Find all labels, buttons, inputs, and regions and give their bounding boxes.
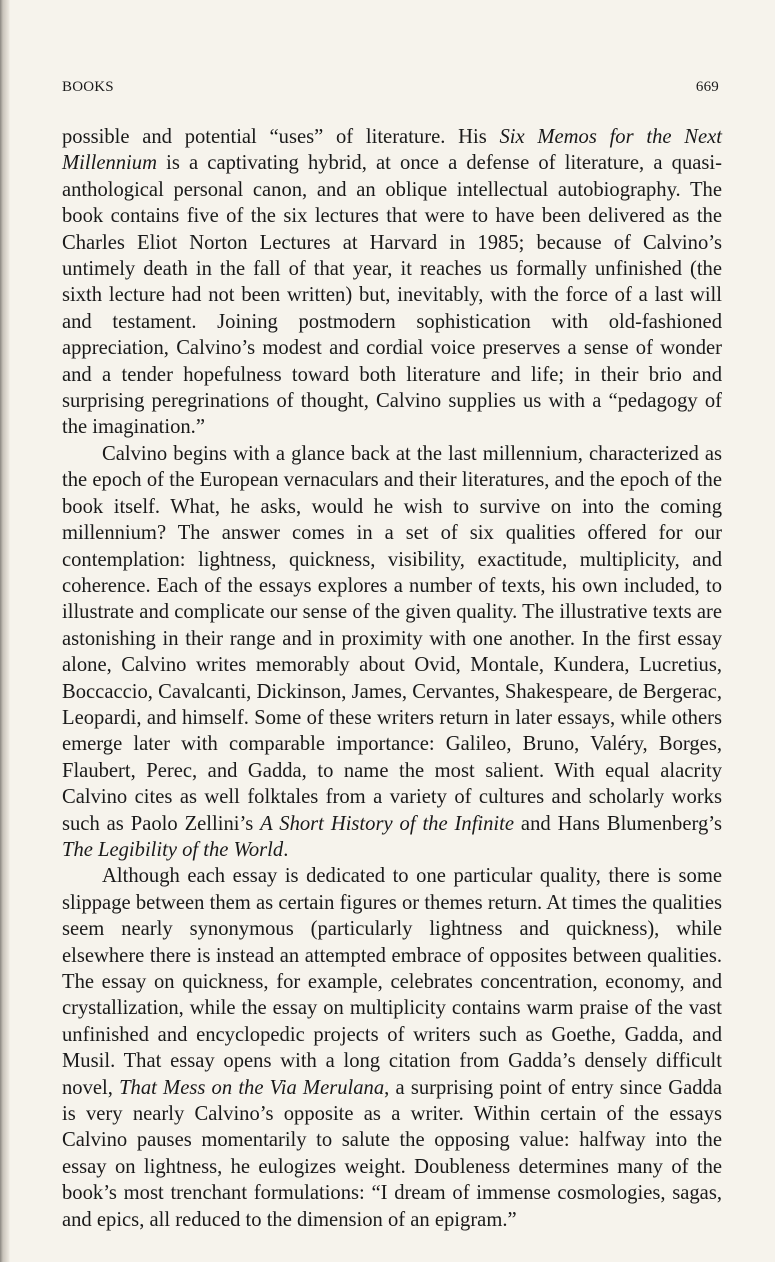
paragraph bbox=[62, 441, 722, 864]
italic-title: The Legibility of the World bbox=[62, 838, 284, 861]
italic-title: Six Memos for the Next Millennium bbox=[62, 126, 722, 175]
page-number: 669 bbox=[695, 79, 719, 95]
text-run: , a surprising point of entry since Gadda is very nearly Calvino’s opposite as a writer. Within certain of the essays Calvino pauses momentarily to salute the opposing value: halfway into the essay on lightness, he eulogizes weight. Doubleness determines many of the book’s most trenchant formulations: “I dream of immense cosmologies, sagas, and epics, all reduced to the dimension of an epigram.” bbox=[62, 1076, 722, 1231]
paragraph bbox=[62, 124, 722, 441]
italic-title: That Mess on the Via Merulana bbox=[119, 1076, 385, 1099]
italic-title: A Short History of the Infinite bbox=[260, 812, 515, 835]
running-header bbox=[62, 79, 719, 96]
paragraph bbox=[62, 863, 722, 1233]
text-run: and Hans Blumenberg’s bbox=[514, 812, 723, 835]
book-spine-shadow bbox=[0, 0, 10, 1262]
text-run: Calvino begins with a glance back at the last millennium, characterized as the epoch of the European vernaculars and their literatures, and the epoch of the book itself. What, he asks, would he wish to survive on into the coming millennium? The answer comes in a set of six qualities offered for our contemplation: lightness, quickness, visibility, exactitude, multiplicity, and coherence. Each of the essays explores a number of texts, his own included, to illustrate and complicate our sense of the given quality. The illustrative texts are astonishing in their range and in proximity with one another. In the first essay alone, Calvino writes memorably about Ovid, Montale, Kundera, Lucretius, Boccaccio, Cavalcanti, Dickinson, James, Cervantes, Shakespeare, de Bergerac, Leopardi, and himself. Some of these writers return in later essays, while others emerge later with comparable importance: Galileo, Bruno, Valéry, Borges, Flaubert, Perec, and Gadda, to name the most salient. With equal alacrity Calvino cites as well folktales from a variety of cultures and scholarly works such as Paolo Zellini’s bbox=[62, 442, 722, 835]
text-run: Although each essay is dedicated to one particular quality, there is some slippage between them as certain figures or themes return. At times the qualities seem nearly synonymous (particularly lightness and quickness), while elsewhere there is instead an attempted embrace of opposites between qualities. The essay on quickness, for example, celebrates concentration, economy, and crystallization, while the essay on multiplicity contains warm praise of the vast unfinished and encyclopedic projects of writers such as Goethe, Gadda, and Musil. That essay opens with a long citation from Gadda’s densely difficult novel, bbox=[62, 865, 722, 1099]
text-run: possible and potential “uses” of literature. His bbox=[62, 126, 500, 148]
text-run: is a captivating hybrid, at once a defense of literature, a quasi-anthological personal canon, and an oblique intellectual autobiography. The book contains five of the six lectures that were to have been delivered as the Charles Eliot Norton Lectures at Harvard in 1985; because of Calvino’s untimely death in the fall of that year, it reaches us formally unfinished (the sixth lecture had not been written) but, inevitably, with the force of a last will and testament. Joining postmodern sophistication with old-fashioned appreciation, Calvino’s modest and cordial voice preserves a sense of wonder and a tender hopefulness toward both literature and life; in their brio and surprising peregrinations of thought, Calvino supplies us with a “pedagogy of the imagination.” bbox=[62, 152, 722, 439]
text-run: . bbox=[283, 838, 289, 861]
body-text bbox=[62, 124, 722, 1233]
running-head-section: BOOKS bbox=[62, 79, 114, 95]
